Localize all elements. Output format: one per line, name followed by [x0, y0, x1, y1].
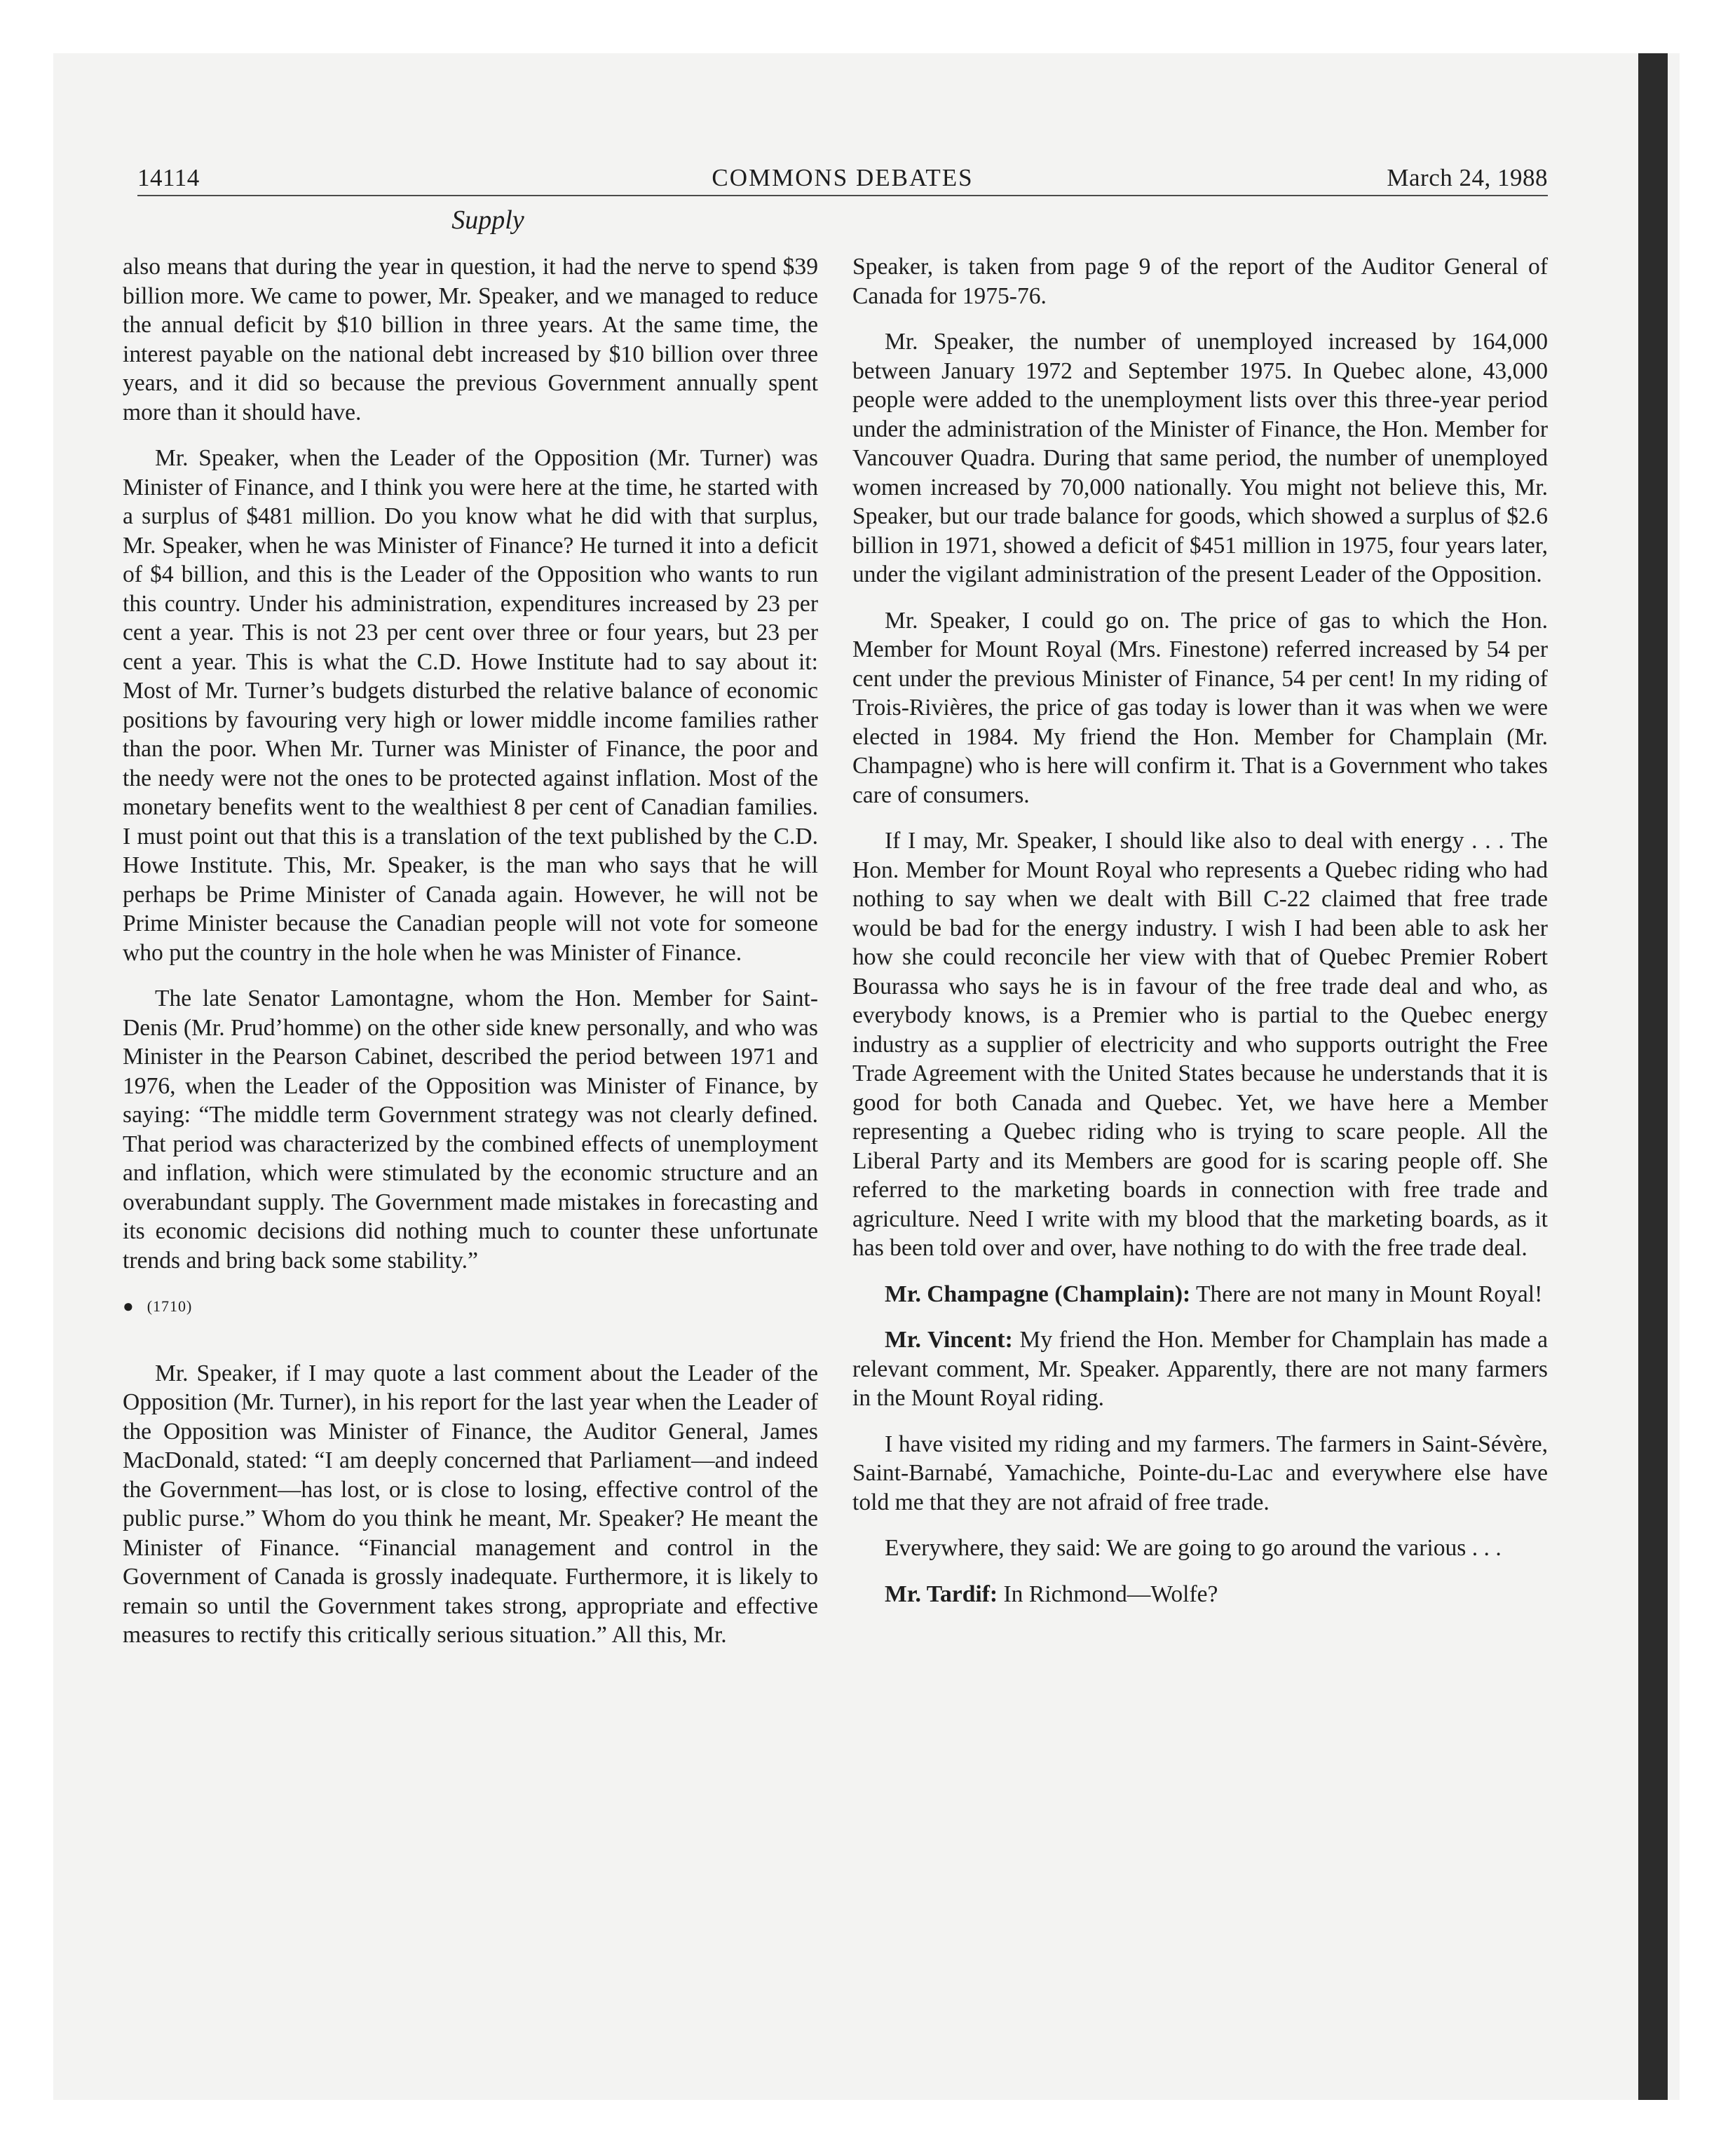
- speech-entry: [852, 1580, 1548, 1609]
- section-title: Supply: [451, 205, 524, 235]
- paragraph: Speaker, is taken from page 9 of the report of the Auditor General of Canada for 1975-76.: [852, 254, 1548, 309]
- scan-edge-bar: [1638, 53, 1668, 2100]
- paragraph: Mr. Speaker, the number of unemployed increased by 164,000 between January 1972 and September 1975. In Quebec alone, 43,000 people were added to the unemployment lists over this three-year period under the administration of the Minister of Finance, the Hon. Member for Vancouver Quadra. During that same period, the number of unemployed women increased by 70,000 nationally. You might not believe this, Mr. Speaker, but our trade balance for goods, which showed a surplus of $2.6 billion in 1971, showed a deficit of $451 million in 1975, four years later, under the vigilant administration of the present Leader of the Opposition.: [852, 329, 1548, 587]
- paragraph: Mr. Speaker, when the Leader of the Opposition (Mr. Turner) was Minister of Finance, and I think you were here at the time, he started with a surplus of $481 million. Do you know what he did with that surplus, Mr. Speaker, when he was Minister of Finance? He turned it into a deficit of $4 billion, and this is the Leader of the Opposition who wants to run this country. Under his administration, expenditures increased by 23 per cent a year. This is not 23 per cent over three or four years, but 23 per cent a year. This is what the C.D. Howe Institute had to say about it: Most of Mr. Turner’s budgets disturbed the relative balance of economic positions by favouring very high or lower middle income families rather than the poor. When Mr. Turner was Minister of Finance, the poor and the needy were not the ones to be protected against inflation. Most of the monetary benefits went to the wealthiest 8 per cent of Canadian families. I must point out that this is a translation of the text published by the C.D. Howe Institute. This, Mr. Speaker, is the man who says that he will perhaps be Prime Minister of Canada again. However, he will not be Prime Minister because the Canadian people will not vote for someone who put the country in the hole when he was Minister of Finance.: [123, 445, 818, 966]
- time-marker-label: (1710): [147, 1297, 193, 1315]
- speaker-name: Mr. Tardif:: [885, 1581, 998, 1607]
- speech-text: In Richmond—Wolfe?: [1003, 1581, 1218, 1607]
- speech-entry: [852, 1325, 1548, 1413]
- paragraph: I have visited my riding and my farmers. The farmers in Saint-Sévère, Saint-Barnabé, Yamachiche, Pointe-du-Lac and everywhere else have told me that they are not afraid of free trade.: [852, 1431, 1548, 1515]
- paragraph: Mr. Speaker, if I may quote a last comment about the Leader of the Opposition (Mr. Turner), in his report for the last year when the Leader of the Opposition was Minister of Finance, the Auditor General, James MacDonald, stated: “I am deeply concerned that Parliament—and indeed the Government—has lost, or is close to losing, effective control of the public purse.” Whom do you think he meant, Mr. Speaker? He meant the Minister of Finance. “Financial management and control in the Government of Canada is grossly inadequate. Furthermore, it is likely to remain so until the Government takes strong, appropriate and effective measures to rectify this critically serious situation.” All this, Mr.: [123, 1360, 818, 1648]
- time-marker: [123, 1292, 818, 1321]
- page-header: [137, 158, 1548, 196]
- speech-text: There are not many in Mount Royal!: [1196, 1281, 1543, 1307]
- publication-title: COMMONS DEBATES: [712, 164, 974, 191]
- speaker-name: Mr. Vincent:: [885, 1327, 1013, 1353]
- left-column: [123, 252, 818, 1667]
- paragraph: The late Senator Lamontagne, whom the Hon. Member for Saint-Denis (Mr. Prud’homme) on the other side knew personally, and who was Minister in the Pearson Cabinet, described the period between 1971 and 1976, when the Leader of the Opposition was Minister of Finance, by saying: “The middle term Government strategy was not clearly defined. That period was characterized by the combined effects of unemployment and inflation, which were stimulated by the economic structure and an overabundant supply. The Government made mistakes in forecasting and its economic decisions did nothing much to counter these unfortunate trends and bring back some stability.”: [123, 985, 818, 1274]
- paragraph: Mr. Speaker, I could go on. The price of gas to which the Hon. Member for Mount Royal (Mrs. Finestone) referred increased by 54 per cent under the previous Minister of Finance, 54 per cent! In my riding of Trois-Rivières, the price of gas today is lower than it was when we were elected in 1984. My friend the Hon. Member for Champlain (Mr. Champagne) who is here will confirm it. That is a Government who takes care of consumers.: [852, 607, 1548, 808]
- bullet-dot-icon: ●: [123, 1296, 135, 1316]
- paragraph: If I may, Mr. Speaker, I should like also to deal with energy . . . The Hon. Member for Mount Royal who represents a Quebec riding who had nothing to say when we dealt with Bill C-22 claimed that free trade would be bad for the energy industry. I wish I had been able to ask her how she could reconcile her view with that of Quebec Premier Robert Bourassa who says he is in favour of the free trade deal and who, as everybody knows, is a Premier who is partial to the Quebec energy industry as a supplier of electricity and who supports outright the Free Trade Agreement with the United States because he understands that it is good for both Canada and Quebec. Yet, we have here a Member representing a Quebec riding who is trying to scare people. All the Liberal Party and its Members are good for is scaring people off. She referred to the marketing boards in connection with free trade and agriculture. Need I write with my blood that the marketing boards, as it has been told over and over, have nothing to do with the free trade deal.: [852, 828, 1548, 1261]
- right-column: [852, 252, 1548, 1625]
- paragraph: also means that during the year in question, it had the nerve to spend $39 billion more. We came to power, Mr. Speaker, and we managed to reduce the annual deficit by $10 billion in three years. At the same time, the interest payable on the national debt increased by $10 billion over three years, and it did so because the previous Government annually spent more than it should have.: [123, 254, 818, 425]
- speech-entry: [852, 1280, 1548, 1309]
- paragraph: Everywhere, they said: We are going to go around the various . . .: [885, 1535, 1502, 1561]
- page-date: March 24, 1988: [1387, 164, 1548, 191]
- speech-text: My friend the Hon. Member for Champlain has made a relevant comment, Mr. Speaker. Apparently, there are not many farmers in the Mount Royal riding.: [852, 1327, 1549, 1411]
- page-number: 14114: [137, 164, 200, 191]
- speaker-name: Mr. Champagne (Champlain):: [885, 1281, 1191, 1307]
